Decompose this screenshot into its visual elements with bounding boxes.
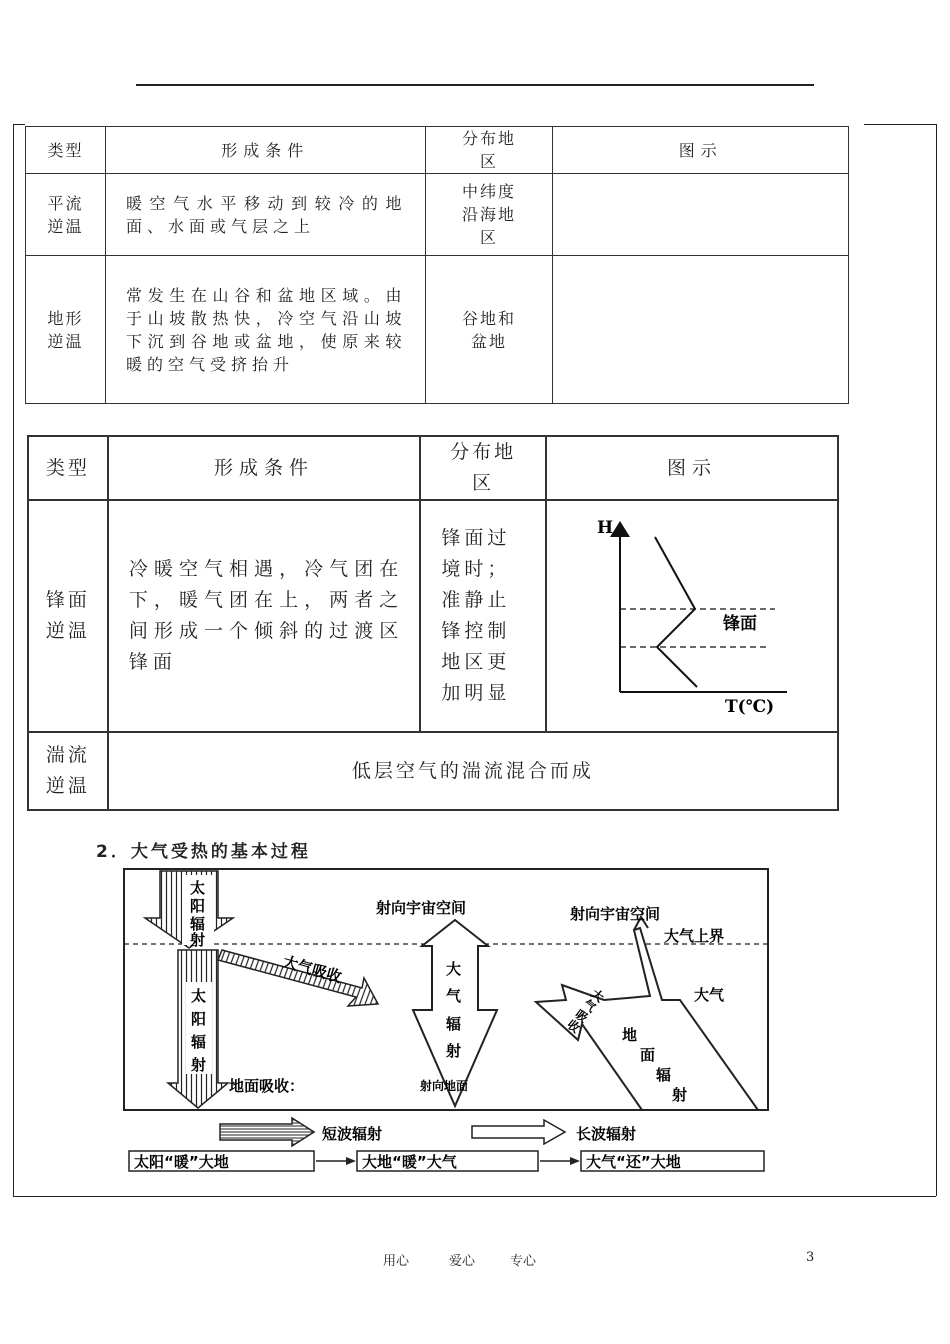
- ground-absorb-label: 地面吸收：: [229, 1077, 305, 1095]
- solar-bottom-char-2: 阳: [191, 1010, 207, 1028]
- atm-rad-char-3: 辐: [446, 1015, 462, 1033]
- header-region: 分布地区: [420, 436, 546, 500]
- solar-bottom-char-3: 辐: [191, 1033, 207, 1051]
- frame-top-left: [13, 124, 25, 125]
- header-condition: 形成条件: [108, 436, 420, 500]
- row-type: 湍流逆温: [28, 732, 108, 810]
- long-wave-label: 长波辐射: [576, 1125, 637, 1143]
- row-condition: 低层空气的湍流混合而成: [108, 732, 838, 810]
- row-condition: 暖空气水平移动到较冷的地面、水面或气层之上: [105, 174, 425, 256]
- to-space-label-1: 射向宇宙空间: [376, 899, 467, 917]
- frame-top-right: [864, 124, 936, 125]
- atm-rad-char-1: 大: [446, 960, 462, 978]
- footer-text-2: 爱心: [449, 1254, 476, 1269]
- header-figure: 图示: [546, 436, 838, 500]
- upper-bound-label: 大气上界: [664, 927, 725, 945]
- header-rule: [136, 84, 814, 86]
- short-wave-label: 短波辐射: [322, 1125, 383, 1143]
- heating-process-diagram: [0, 860, 950, 1180]
- solar-top-char-3: 辐: [190, 915, 206, 933]
- row-type: 地形逆温: [26, 256, 106, 404]
- inversion-table-1: [25, 126, 849, 404]
- frame-bottom: [13, 1196, 936, 1197]
- svg-text:射: 射: [672, 1086, 688, 1104]
- header-condition: 形成条件: [105, 127, 425, 174]
- temperature-profile-chart: [547, 501, 837, 731]
- svg-text:面: 面: [640, 1046, 656, 1064]
- row-figure: [553, 256, 849, 404]
- ground-radiation-arrow: [536, 928, 758, 1110]
- to-space-label-2: 射向宇宙空间: [570, 905, 661, 923]
- row-type: 锋面逆温: [28, 500, 108, 732]
- solar-top-char-4: 射: [190, 931, 206, 949]
- solar-top-char-2: 阳: [190, 897, 206, 915]
- footer-text-1: 用心: [383, 1254, 410, 1269]
- row-type: 平流逆温: [26, 174, 106, 256]
- short-wave-legend-arrow: [220, 1118, 314, 1146]
- row-figure: [553, 174, 849, 256]
- frontal-inversion-figure: [546, 500, 838, 732]
- footer-text-3: 专心: [510, 1254, 537, 1269]
- svg-text:气: 气: [580, 996, 599, 1016]
- row-region: 谷地和盆地: [425, 256, 553, 404]
- atm-rad-char-2: 气: [446, 987, 462, 1005]
- svg-text:收: 收: [564, 1017, 583, 1036]
- row-condition: 冷暖空气相遇，冷气团在下，暖气团在上，两者之间形成一个倾斜的过渡区锋面: [108, 500, 420, 732]
- inversion-table-2: [27, 435, 839, 811]
- flow-text-3: 大气“还”大地: [586, 1153, 681, 1171]
- row-condition: 常发生在山谷和盆地区域。由于山坡散热快，冷空气沿山坡下沉到谷地或盆地，使原来较暖的空气受挤抬升: [105, 256, 425, 404]
- solar-bottom-char-1: 太: [191, 987, 207, 1005]
- page-number: 3: [806, 1250, 815, 1265]
- section-title: 2．大气受热的基本过程: [96, 842, 311, 862]
- solar-bottom-char-4: 射: [191, 1056, 207, 1074]
- long-wave-legend-arrow: [472, 1120, 565, 1144]
- svg-text:地: 地: [622, 1026, 638, 1044]
- solar-top-char-1: 太: [190, 879, 206, 897]
- svg-text:大: 大: [588, 986, 607, 1005]
- atmosphere-label: 大气: [694, 986, 725, 1004]
- front-label: 锋面: [722, 614, 757, 634]
- atm-absorb-label: 大气吸收: [280, 952, 344, 987]
- row-region: 锋面过境时；准静止锋控制地区更加明显: [420, 500, 546, 732]
- header-type: 类型: [26, 127, 106, 174]
- svg-text:吸: 吸: [572, 1006, 591, 1026]
- y-axis-label: H: [596, 518, 614, 538]
- header-region: 分布地区: [425, 127, 553, 174]
- atm-rad-char-4: 射: [446, 1042, 462, 1060]
- header-figure: 图示: [553, 127, 849, 174]
- temperature-curve: [655, 537, 697, 687]
- flow-text-2: 大地“暖”大气: [362, 1153, 457, 1171]
- svg-text:辐: 辐: [656, 1066, 672, 1084]
- x-axis-label: T(℃): [724, 697, 775, 717]
- to-ground-label: 射向地面: [420, 1079, 469, 1093]
- header-type: 类型: [28, 436, 108, 500]
- flow-text-1: 太阳“暖”大地: [134, 1153, 229, 1171]
- row-region: 中纬度沿海地区: [425, 174, 553, 256]
